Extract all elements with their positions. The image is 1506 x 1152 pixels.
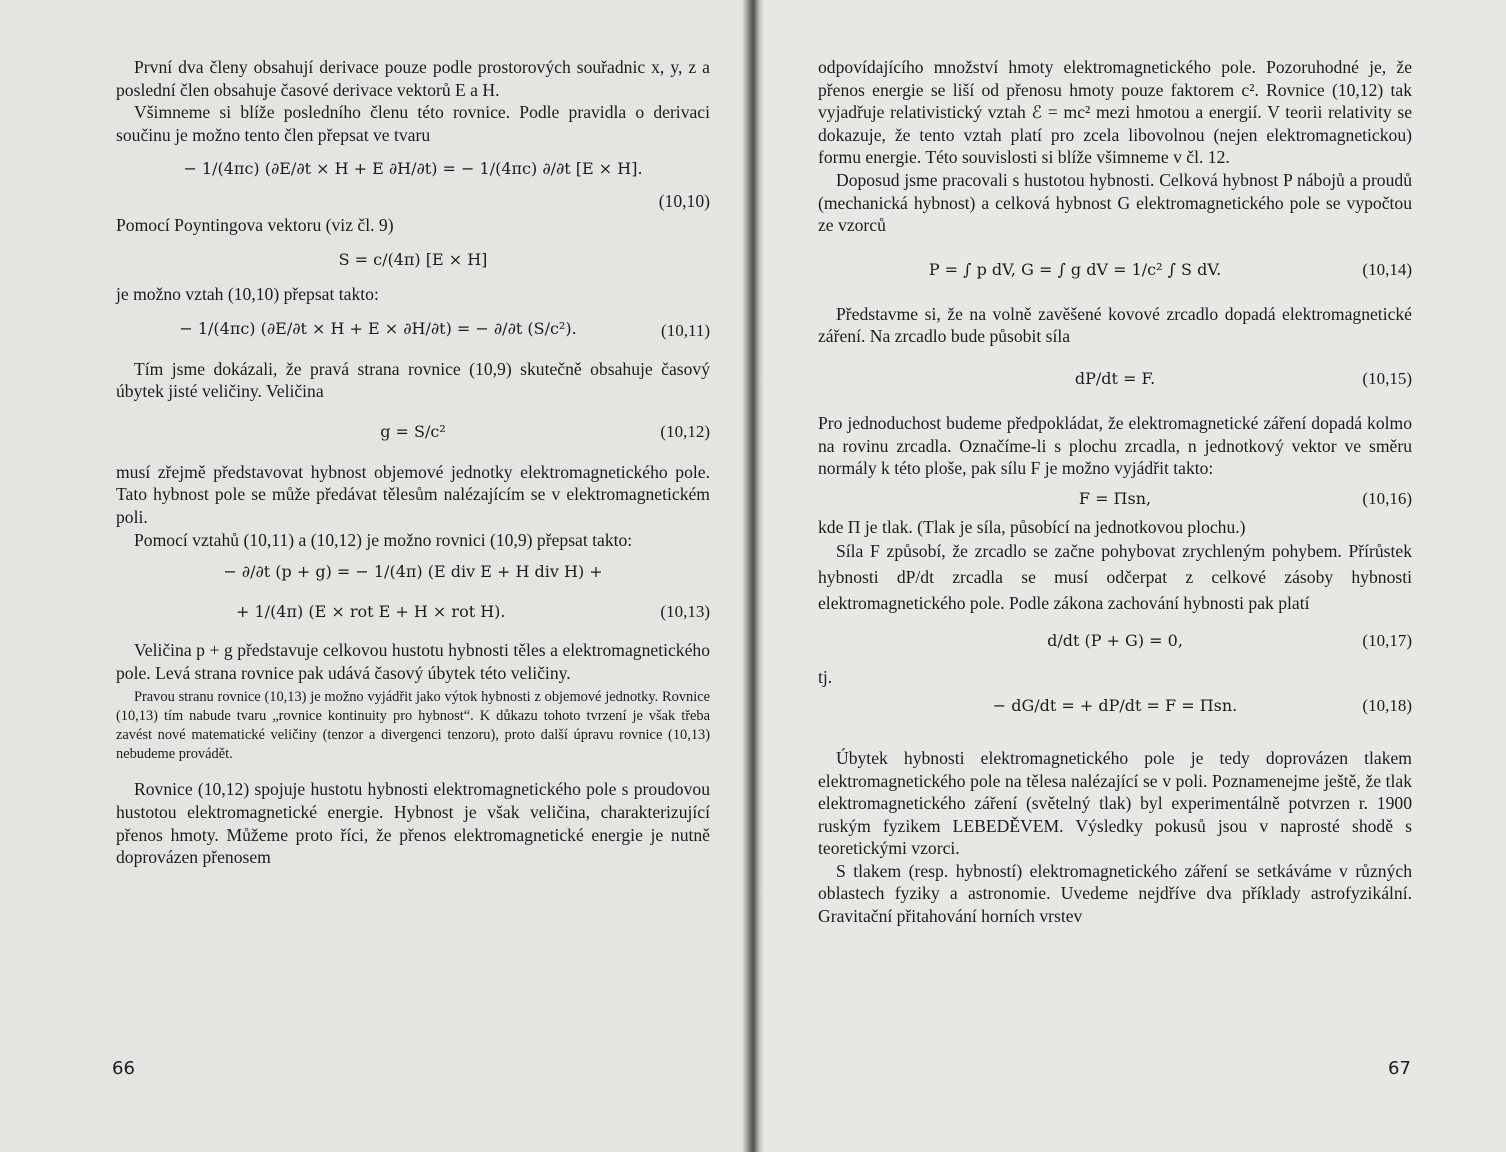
equation-10-12 bbox=[116, 403, 710, 461]
paragraph: odpovídajícího množství hmoty elektromagnetického pole. Pozoruhodné je, že přenos energie se liší od přenosu hmoty pouze faktorem c². Rovnice (10,12) tak vyjadřuje relativistický vztah ℰ = mc² mezi hmotou a energií. V teorii relativity se dokazuje, že tento vztah platí pro zcela libovolnou (nejen elektromagnetickou) formu energie. Této souvislosti si blíže všimneme v čl. 12. bbox=[818, 57, 1412, 168]
equation-number: (10,11) bbox=[661, 320, 710, 340]
paragraph: Doposud jsme pracovali s hustotou hybnosti. Celková hybnost P nábojů a proudů (mechanická hybnost) a celková hybnost G elektromagnetického pole se vypočtou ze vzorců bbox=[818, 169, 1412, 236]
equation-number: (10,16) bbox=[1362, 488, 1412, 508]
paragraph: Pro jednoduchost budeme předpokládat, že elektromagnetické záření dopadá kolmo na rovinu zrcadla. Označíme-li s plochu zrcadla, n jednotkový vektor ve směru normály k této ploše, pak sílu F je možno vyjádřit takto: bbox=[818, 412, 1412, 479]
equation-body: − ∂/∂t (p + g) = − 1/(4π) (E div E + H div H) + bbox=[223, 562, 603, 582]
equation-body: F = Πsn, bbox=[1078, 488, 1152, 508]
equation-10-10 bbox=[116, 146, 710, 198]
equation-body: S = c/(4π) [E × H] bbox=[338, 249, 488, 269]
equation-10-17 bbox=[818, 616, 1412, 666]
equation-10-15 bbox=[818, 348, 1412, 412]
paragraph: Pomocí Poyntingova vektoru (viz čl. 9) bbox=[116, 215, 394, 236]
equation-10-11 bbox=[116, 306, 710, 358]
equation-number: (10,12) bbox=[660, 421, 710, 441]
equation-10-13-line2 bbox=[116, 591, 710, 639]
equation-10-18 bbox=[818, 689, 1412, 747]
equation-body: d/dt (P + G) = 0, bbox=[1047, 631, 1183, 651]
equation-body: g = S/c² bbox=[380, 421, 446, 441]
equation-poynting bbox=[116, 237, 710, 283]
right-page bbox=[752, 0, 1506, 1152]
equation-body: dP/dt = F. bbox=[1074, 368, 1156, 388]
equation-number: (10,15) bbox=[1362, 368, 1412, 388]
equation-body: P = ∫ p dV, G = ∫ g dV = 1/c² ∫ S dV. bbox=[928, 259, 1222, 279]
paragraph: Pomocí vztahů (10,11) a (10,12) je možno rovnici (10,9) přepsat takto: bbox=[134, 529, 633, 550]
page-number: 66 bbox=[112, 1058, 135, 1079]
paragraph: Veličina p + g představuje celkovou hustotu hybnosti těles a elektromagnetického pole. Levá strana rovnice pak udává časový úbytek této veličiny. bbox=[116, 640, 710, 683]
equation-body: − 1/(4πc) (∂E/∂t × H + E ∂H/∂t) = − 1/(4πc) ∂/∂t [E × H]. bbox=[183, 159, 643, 179]
paragraph: Síla F způsobí, že zrcadlo se začne pohybovat zrychleným pohybem. Přírůstek hybnosti dP/dt zrcadla se musí odčerpat z celkové zásoby hybnosti elektromagnetického pole. Podle zákona zachování hybnosti pak platí bbox=[818, 541, 1412, 614]
left-page bbox=[0, 0, 752, 1152]
equation-body: + 1/(4π) (E × rot E + H × rot H). bbox=[236, 602, 506, 622]
small-print-note: Pravou stranu rovnice (10,13) je možno vyjádřit jako výtok hybnosti z objemové jednotky. Rovnice (10,13) tím nabude tvaru „rovnice kontinuity pro hybnost“. K důkazu tohoto tvrzení je však třeba zavést nové matematické veličiny (tenzor a divergenci tenzoru), proto další úpravu rovnice (10,13) nebudeme provádět. bbox=[116, 689, 710, 763]
equation-number: (10,13) bbox=[660, 602, 710, 622]
left-text-column bbox=[116, 56, 710, 869]
paragraph: Úbytek hybnosti elektromagnetického pole je tedy doprovázen tlakem elektromagnetického pole na tělesa nalézající se v poli. Poznamenejme ještě, že tlak elektromagnetického záření (světelný tlak) byl experimentálně potvrzen r. 1900 ruským fyzikem LEBEDĚVEM. Výsledky pokusů jsou v naprosté shodě s teoretickými vzorci. bbox=[818, 747, 1412, 859]
right-text-column bbox=[818, 56, 1412, 928]
book-gutter bbox=[742, 0, 764, 1152]
equation-body: − dG/dt = + dP/dt = F = Πsn. bbox=[992, 695, 1238, 715]
equation-number: (10,10) bbox=[658, 191, 710, 212]
paragraph: S tlakem (resp. hybností) elektromagnetického záření se setkáváme v různých oblastech fyziky a astronomie. Uvedeme nejdříve dva příklady astrofyzikální. Gravitační přitahování horních vrstev bbox=[818, 860, 1412, 927]
paragraph: Všimneme si blíže posledního členu této rovnice. Podle pravidla o derivaci součinu je možno tento člen přepsat ve tvaru bbox=[116, 102, 710, 145]
page-number: 67 bbox=[1388, 1058, 1411, 1079]
equation-number: (10,17) bbox=[1362, 631, 1412, 651]
paragraph: První dva členy obsahují derivace pouze podle prostorových souřadnic x, y, z a poslední člen obsahuje časové derivace vektorů E a H. bbox=[116, 57, 710, 100]
paragraph: Představme si, že na volně zavěšené kovové zrcadlo dopadá elektromagnetické záření. Na zrcadlo bude působit síla bbox=[818, 303, 1412, 347]
equation-10-13-line1 bbox=[116, 551, 710, 591]
equation-body: − 1/(4πc) (∂E/∂t × H + E × ∂H/∂t) = − ∂/∂t (S/c²). bbox=[179, 318, 577, 338]
text-tj: tj. bbox=[818, 667, 833, 688]
equation-number: (10,14) bbox=[1362, 259, 1412, 279]
equation-10-14 bbox=[818, 237, 1412, 303]
paragraph: Tím jsme dokázali, že pravá strana rovnice (10,9) skutečně obsahuje časový úbytek jisté veličiny. Veličina bbox=[116, 358, 710, 402]
paragraph: je možno vztah (10,10) přepsat takto: bbox=[116, 283, 379, 304]
paragraph: Rovnice (10,12) spojuje hustotu hybnosti elektromagnetického pole s proudovou hustotou elektromagnetické energie. Hybnost je však veličina, charakterizující přenos hmoty. Můžeme proto říci, že přenos elektromagnetické energie je nutně doprovázen přenosem bbox=[116, 779, 710, 868]
equation-10-16 bbox=[818, 480, 1412, 516]
paragraph: kde Π je tlak. (Tlak je síla, působící na jednotkovou plochu.) bbox=[818, 516, 1246, 537]
equation-number: (10,18) bbox=[1362, 695, 1412, 715]
paragraph: musí zřejmě představovat hybnost objemové jednotky elektromagnetického pole. Tato hybnost pole se může předávat tělesům nalézajícím se v elektromagnetickém poli. bbox=[116, 461, 710, 527]
